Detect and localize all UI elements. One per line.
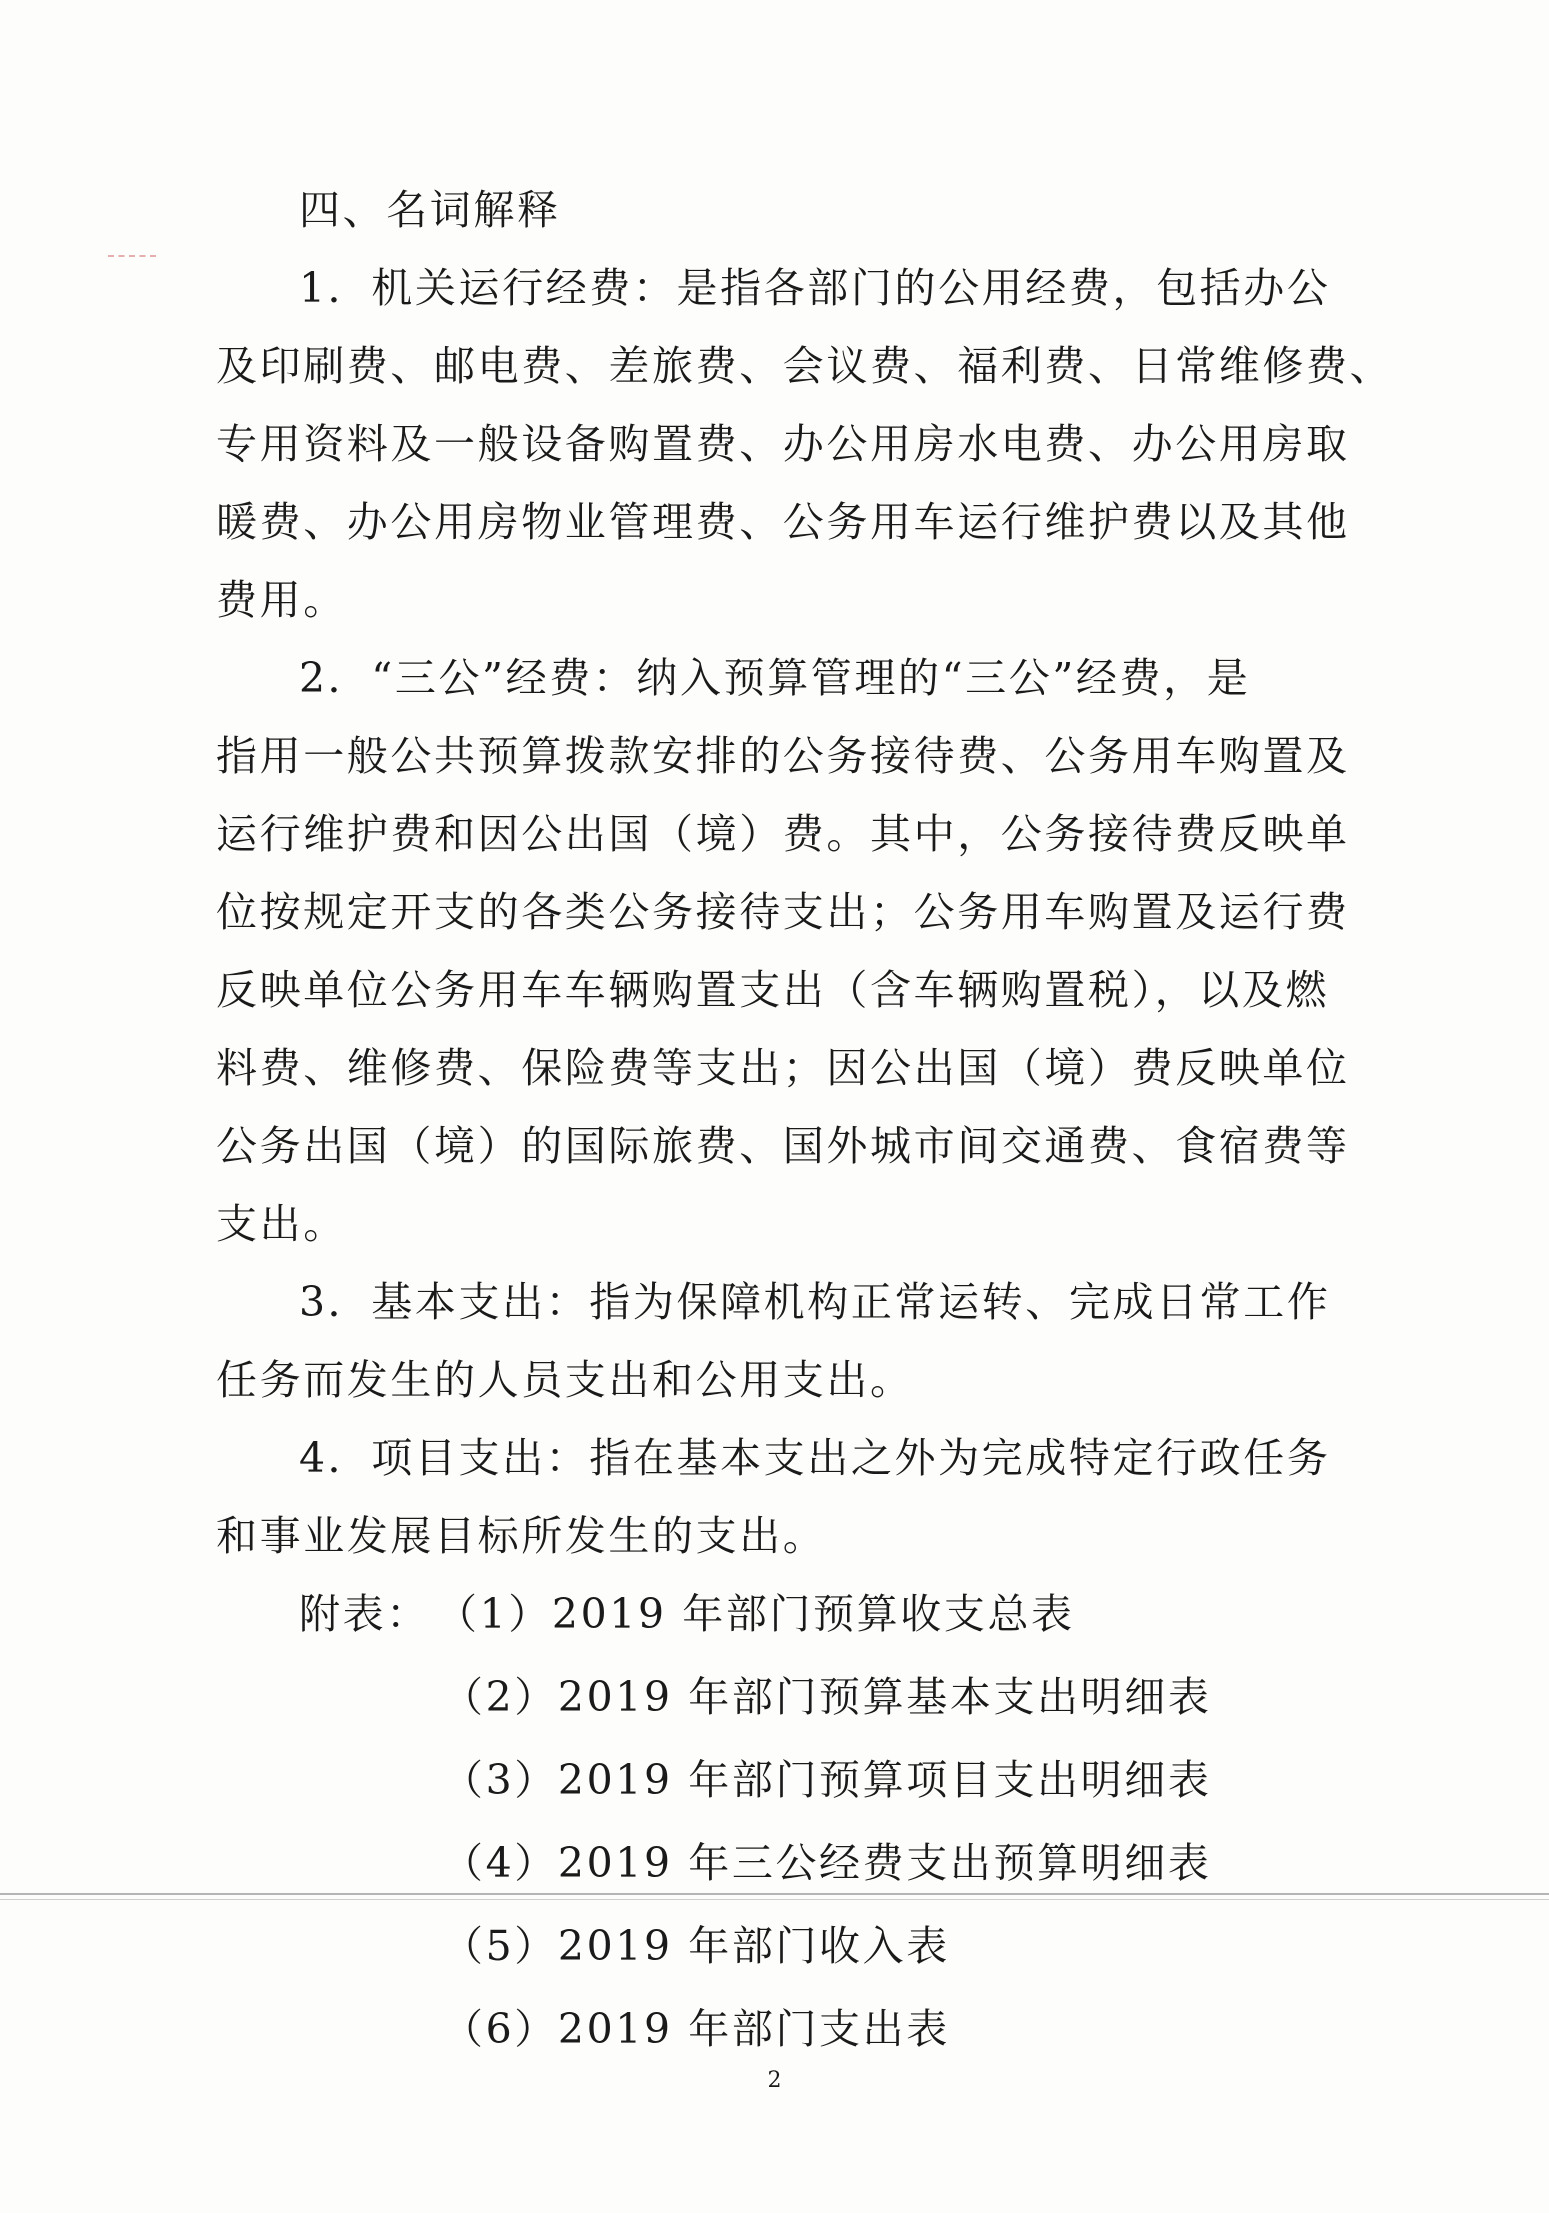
appendix-item: （6）2019 年部门支出表 [442, 2005, 950, 2053]
stamp-residue [108, 255, 156, 263]
paragraph-1-line: 专用资料及一般设备购置费、办公用房水电费、办公用房取 [216, 420, 1350, 468]
paragraph-2-line: 支出。 [216, 1200, 347, 1248]
paragraph-1-line: 1．机关运行经费：是指各部门的公用经费，包括办公 [299, 264, 1331, 312]
appendix-item: （2）2019 年部门预算基本支出明细表 [442, 1673, 1212, 1721]
paragraph-1-line: 暖费、办公用房物业管理费、公务用车运行维护费以及其他 [216, 498, 1350, 546]
paragraph-2-line: 公务出国（境）的国际旅费、国外城市间交通费、食宿费等 [216, 1122, 1350, 1170]
paragraph-1-line: 及印刷费、邮电费、差旅费、会议费、福利费、日常维修费、 [216, 342, 1394, 390]
paragraph-1-line: 费用。 [216, 576, 347, 624]
appendix-item: （5）2019 年部门收入表 [442, 1922, 950, 1970]
paragraph-3-line: 3．基本支出：指为保障机构正常运转、完成日常工作 [299, 1278, 1331, 1326]
page-number: 2 [767, 2068, 782, 2093]
appendix-label: 附表： [299, 1590, 430, 1638]
paragraph-2-line: 反映单位公务用车车辆购置支出（含车辆购置税），以及燃 [216, 966, 1330, 1014]
paragraph-2-line: 指用一般公共预算拨款安排的公务接待费、公务用车购置及 [216, 732, 1350, 780]
paragraph-4-line: 和事业发展目标所发生的支出。 [216, 1512, 827, 1560]
paragraph-2-line: 运行维护费和因公出国（境）费。其中，公务接待费反映单 [216, 810, 1350, 858]
paragraph-4-line: 4．项目支出：指在基本支出之外为完成特定行政任务 [299, 1434, 1331, 1482]
paragraph-2-line: 位按规定开支的各类公务接待支出；公务用车购置及运行费 [216, 888, 1350, 936]
section-heading: 四、名词解释 [299, 186, 561, 234]
paragraph-2-line: 料费、维修费、保险费等支出；因公出国（境）费反映单位 [216, 1044, 1350, 1092]
appendix-item: （4）2019 年三公经费支出预算明细表 [442, 1839, 1212, 1887]
paragraph-3-line: 任务而发生的人员支出和公用支出。 [216, 1356, 914, 1404]
appendix-item: （3）2019 年部门预算项目支出明细表 [442, 1756, 1212, 1804]
paragraph-2-line: 2．“三公”经费：纳入预算管理的“三公”经费，是 [299, 654, 1251, 702]
scan-artifact-line [0, 1893, 1549, 1895]
scan-artifact-line [0, 1899, 1549, 1900]
appendix-item: （1）2019 年部门预算收支总表 [436, 1590, 1075, 1638]
